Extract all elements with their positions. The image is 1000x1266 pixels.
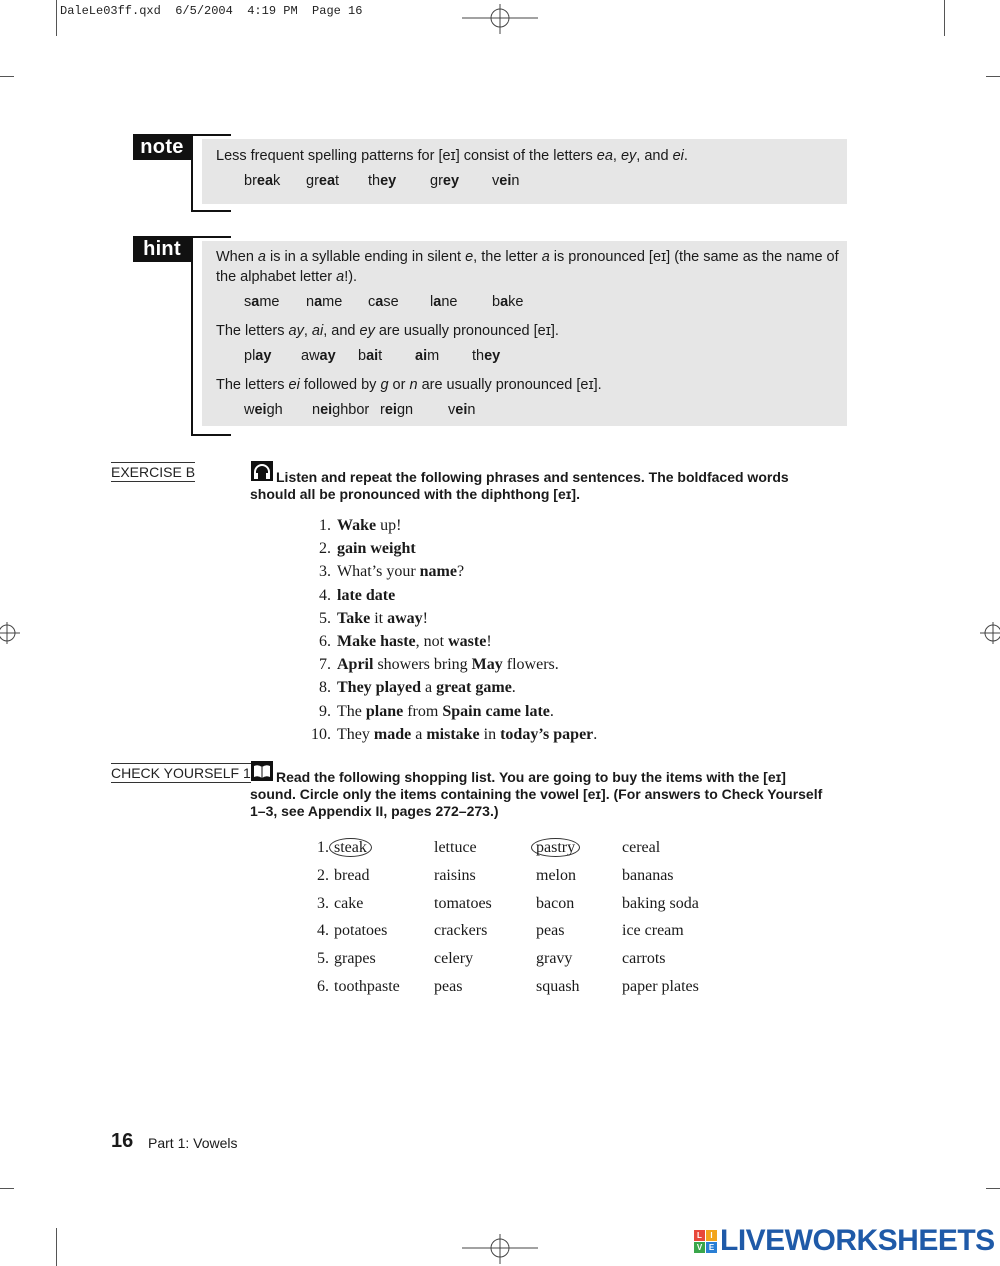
text-run: showers bring	[373, 656, 472, 674]
italic-term: a	[336, 269, 345, 285]
crop-mark	[0, 1188, 14, 1189]
note-intro	[216, 146, 847, 166]
registration-mark-icon	[980, 618, 1000, 648]
item-text: squash	[536, 978, 580, 995]
text-run: it	[370, 609, 388, 627]
circled-item: pastry	[531, 838, 580, 857]
text-run: .	[683, 148, 688, 164]
item-number: 6.	[319, 633, 331, 650]
word-vowel-spelling: a	[433, 294, 442, 310]
word-vowel-spelling: a	[375, 294, 384, 310]
text-run: is in a syllable ending in silent	[266, 249, 466, 265]
italic-term: ei	[288, 377, 300, 393]
item-text: gravy	[536, 950, 573, 968]
exercise-b-item	[305, 609, 428, 629]
word-part: b	[492, 294, 501, 310]
text-run: , not	[415, 633, 449, 650]
italic-term: ei	[672, 148, 684, 164]
word-part: ghbor	[332, 402, 370, 418]
exercise-b-label: EXERCISE B	[111, 464, 196, 480]
crop-mark	[986, 76, 1000, 77]
word-vowel-spelling: ai	[366, 348, 379, 364]
text-run: in	[479, 725, 501, 743]
item-number: 10.	[311, 725, 331, 743]
italic-term: ai	[311, 323, 324, 339]
item-text: baking soda	[622, 894, 699, 912]
boldfaced-word: great game	[436, 679, 512, 697]
example-word	[312, 400, 380, 420]
text-run: or	[388, 377, 410, 393]
page-number: 16	[111, 1130, 134, 1152]
word-vowel-spelling: ei	[254, 402, 267, 418]
boldfaced-word: They played	[337, 679, 422, 697]
shopping-item	[622, 977, 699, 997]
text-run: .	[593, 725, 598, 743]
item-text: potatoes	[334, 922, 388, 940]
italic-term: ea	[596, 148, 613, 164]
text-run: .	[549, 702, 554, 720]
word-part: v	[448, 402, 456, 418]
item-text: raisins	[434, 866, 476, 884]
shopping-item	[536, 977, 580, 997]
shopping-item	[622, 949, 666, 969]
logo-tile: I	[706, 1230, 717, 1241]
item-text: crackers	[434, 922, 488, 940]
boldfaced-word: Spain came late	[442, 702, 550, 720]
word-vowel-spelling: ei	[384, 402, 397, 418]
italic-term: n	[409, 377, 418, 393]
boldfaced-word: April	[337, 656, 374, 674]
example-word	[368, 292, 430, 312]
word-part: v	[492, 173, 500, 189]
word-part: m	[427, 348, 440, 364]
text-run: .	[511, 679, 516, 697]
italic-term: g	[380, 377, 389, 393]
shopping-item	[536, 921, 564, 941]
registration-mark-icon	[462, 1234, 538, 1264]
word-part: w	[244, 402, 255, 418]
shopping-item	[334, 894, 363, 914]
shopping-row-number: 1.	[317, 839, 329, 856]
text-run: are usually pronounced [eɪ].	[417, 377, 602, 393]
hint-paragraph-1	[216, 247, 839, 287]
word-part: se	[383, 294, 399, 310]
example-word	[430, 292, 492, 312]
item-text: cake	[334, 894, 364, 912]
boldfaced-word: May	[471, 656, 503, 674]
exercise-b-item	[305, 586, 395, 606]
example-word	[358, 346, 415, 366]
shopping-item	[622, 921, 684, 941]
text-run: ,	[612, 148, 621, 164]
text-run: are usually pronounced [eɪ].	[374, 323, 559, 339]
shopping-item	[622, 866, 674, 886]
word-vowel-spelling: ai	[415, 348, 428, 364]
item-text: celery	[434, 950, 474, 968]
word-vowel-spelling: a	[251, 294, 260, 310]
logo-tile: V	[694, 1242, 705, 1253]
item-number: 9.	[319, 702, 331, 720]
item-text: cereal	[622, 839, 661, 856]
example-word	[492, 292, 554, 312]
example-word	[306, 171, 368, 191]
item-number: 2.	[319, 540, 331, 558]
word-part: l	[430, 294, 434, 310]
registration-mark-icon	[0, 618, 20, 648]
exercise-b-item	[305, 516, 401, 536]
shopping-item	[334, 921, 387, 941]
italic-term: ey	[359, 323, 375, 339]
check-yourself-label: CHECK YOURSELF 1	[111, 765, 251, 781]
word-part: me	[259, 294, 280, 310]
item-text: carrots	[622, 950, 666, 968]
word-part: c	[368, 294, 376, 310]
example-word	[492, 171, 554, 191]
item-number: 3.	[319, 563, 331, 581]
boldfaced-word: name	[419, 563, 457, 581]
word-vowel-spelling: a	[314, 294, 323, 310]
item-number: 7.	[319, 656, 331, 674]
item-text: melon	[536, 866, 576, 884]
word-part: r	[380, 402, 385, 418]
word-vowel-spelling: ey	[442, 173, 460, 189]
crop-mark	[944, 0, 945, 36]
logo-tile: L	[694, 1230, 705, 1241]
text-run: The letters	[216, 377, 289, 393]
word-vowel-spelling: ey	[380, 173, 397, 189]
text-run: ?	[456, 563, 465, 581]
crop-mark	[56, 0, 57, 36]
liveworksheets-logo	[694, 1224, 995, 1258]
hint-tab: hint	[133, 236, 191, 262]
word-part: n	[511, 173, 520, 189]
hint-box	[202, 241, 847, 426]
example-word	[244, 171, 306, 191]
shopping-item	[434, 977, 462, 997]
word-vowel-spelling: ei	[499, 173, 512, 189]
boldfaced-word: Make haste	[337, 633, 416, 650]
hint-word-list-2	[244, 346, 839, 366]
example-word	[244, 292, 306, 312]
boldfaced-word: late date	[337, 586, 396, 604]
boldfaced-word: waste	[448, 633, 487, 650]
word-vowel-spelling: a	[500, 294, 509, 310]
boldfaced-word: plane	[365, 702, 404, 720]
example-word	[472, 346, 529, 366]
example-word	[415, 346, 472, 366]
word-vowel-spelling: ea	[256, 173, 274, 189]
boldfaced-word: gain weight	[337, 540, 416, 558]
item-text: bacon	[536, 894, 575, 912]
word-part: n	[306, 294, 315, 310]
registration-mark-icon	[462, 4, 538, 34]
word-part: th	[472, 348, 485, 364]
italic-term: a	[541, 249, 550, 265]
exercise-b-item	[305, 725, 597, 745]
shopping-row-number: 5.	[317, 950, 329, 968]
item-number: 8.	[319, 679, 331, 697]
word-vowel-spelling: ay	[319, 348, 336, 364]
word-part: me	[322, 294, 343, 310]
italic-term: a	[257, 249, 266, 265]
shopping-row-number: 6.	[317, 978, 329, 995]
example-word	[380, 400, 448, 420]
hint-word-list-3	[244, 400, 839, 420]
shopping-row-number: 4.	[317, 922, 329, 940]
example-word	[430, 171, 492, 191]
italic-term: ay	[288, 323, 304, 339]
text-run: When	[216, 249, 258, 265]
text-run: , and	[323, 323, 360, 339]
word-part: aw	[301, 348, 320, 364]
word-part: br	[244, 173, 257, 189]
shopping-row-number: 3.	[317, 894, 329, 912]
shopping-item	[334, 838, 372, 858]
item-text: bananas	[622, 866, 674, 884]
exercise-b-item	[305, 655, 559, 675]
text-run: followed by	[299, 377, 381, 393]
boldfaced-word: today’s paper	[500, 725, 594, 743]
item-number: 5.	[319, 609, 331, 627]
text-run: flowers.	[502, 656, 559, 674]
word-part: b	[358, 348, 367, 364]
word-part: ke	[508, 294, 524, 310]
item-text: peas	[434, 978, 463, 995]
check-yourself-instruction-line-1: Read the following shopping list. You are going to buy the items with the [eɪ]	[276, 769, 786, 785]
exercise-b-item	[305, 678, 516, 698]
exercise-b-instructions	[250, 469, 840, 503]
shopping-row-number: 2.	[317, 866, 329, 884]
check-yourself-instruction-line-3: 1–3, see Appendix II, pages 272–273.)	[250, 803, 499, 819]
text-run: They	[337, 725, 374, 743]
italic-term: ey	[620, 148, 637, 164]
text-run: is pronounced [eɪ] (the same as the name of the alphabet letter	[216, 249, 839, 285]
word-part: gh	[266, 402, 283, 418]
note-tab: note	[133, 134, 191, 160]
item-text: paper plates	[622, 978, 699, 995]
word-part: ne	[441, 294, 458, 310]
word-vowel-spelling: ea	[318, 173, 336, 189]
text-run: Less frequent spelling patterns for [eɪ] consist of the letters	[216, 148, 597, 164]
note-box	[202, 139, 847, 204]
text-run: from	[403, 702, 443, 720]
boldfaced-word: away	[387, 609, 423, 627]
word-vowel-spelling: ei	[320, 402, 333, 418]
crop-mark	[56, 1228, 57, 1266]
item-number: 1.	[319, 517, 331, 534]
hint-paragraph-3	[216, 375, 839, 395]
word-part: t	[335, 173, 340, 189]
word-part: t	[378, 348, 383, 364]
hint-word-list-1	[244, 292, 839, 312]
example-word	[368, 171, 430, 191]
exercise-b-item	[305, 539, 416, 559]
item-text: ice cream	[622, 922, 684, 940]
word-vowel-spelling: ei	[455, 402, 468, 418]
item-text: toothpaste	[334, 978, 400, 995]
example-word	[448, 400, 516, 420]
shopping-item	[434, 949, 473, 969]
check-yourself-instructions	[250, 769, 840, 820]
item-text: tomatoes	[434, 894, 492, 912]
shopping-item	[434, 838, 477, 858]
text-run: !	[486, 633, 492, 650]
example-word	[244, 400, 312, 420]
exercise-b-item	[305, 632, 492, 652]
print-slug: DaleLe03ff.qxd 6/5/2004 4:19 PM Page 16	[60, 4, 363, 18]
shopping-item	[536, 894, 574, 914]
text-run: What’s your	[337, 563, 420, 581]
text-run: !).	[344, 269, 358, 285]
item-text: lettuce	[434, 839, 477, 856]
item-text: bread	[334, 866, 370, 884]
text-run: a	[421, 679, 437, 697]
shopping-item	[434, 866, 476, 886]
item-text: grapes	[334, 950, 376, 968]
word-part: k	[273, 173, 281, 189]
shopping-item	[434, 894, 492, 914]
shopping-item	[536, 838, 580, 858]
running-footer: Part 1: Vowels	[148, 1135, 238, 1151]
boldfaced-word: mistake	[426, 725, 480, 743]
shopping-item	[622, 838, 660, 858]
logo-tile: E	[706, 1242, 717, 1253]
item-number: 4.	[319, 586, 331, 604]
word-part: s	[244, 294, 252, 310]
word-part: gr	[306, 173, 319, 189]
text-run: The letters	[216, 323, 289, 339]
shopping-item	[536, 866, 576, 886]
text-run: a	[411, 725, 427, 743]
shopping-item	[622, 894, 699, 914]
word-vowel-spelling: ay	[255, 348, 272, 364]
liveworksheets-logo-icon	[694, 1230, 717, 1253]
word-part: th	[368, 173, 381, 189]
exercise-b-instruction-line-2: should all be pronounced with the diphthong [eɪ].	[250, 486, 580, 502]
example-word	[244, 346, 301, 366]
item-text: peas	[536, 922, 565, 940]
liveworksheets-wordmark: LIVEWORKSHEETS	[720, 1224, 995, 1257]
word-part: gr	[430, 173, 443, 189]
word-part: pl	[244, 348, 256, 364]
shopping-item	[434, 921, 487, 941]
text-run: , the letter	[473, 249, 542, 265]
text-run: , and	[636, 148, 673, 164]
boldfaced-word: made	[373, 725, 412, 743]
shopping-item	[334, 866, 370, 886]
exercise-b-item	[305, 702, 554, 722]
boldfaced-word: Take	[337, 609, 371, 627]
hint-paragraph-2	[216, 321, 839, 341]
note-word-list	[244, 171, 847, 191]
check-yourself-instruction-line-2: sound. Circle only the items containing the vowel [eɪ]. (For answers to Check Yourself	[250, 786, 823, 802]
word-vowel-spelling: ey	[484, 348, 501, 364]
exercise-b-instruction-line-1: Listen and repeat the following phrases and sentences. The boldfaced words	[276, 469, 789, 485]
crop-mark	[0, 76, 14, 77]
exercise-b-item	[305, 562, 464, 582]
shopping-item	[334, 949, 376, 969]
text-run: ,	[303, 323, 312, 339]
word-part: n	[467, 402, 476, 418]
word-part: gn	[396, 402, 414, 418]
crop-mark	[986, 1188, 1000, 1189]
shopping-item	[536, 949, 572, 969]
text-run: up!	[376, 517, 402, 534]
italic-term: e	[465, 249, 474, 265]
boldfaced-word: Wake	[337, 517, 377, 534]
example-word	[306, 292, 368, 312]
example-word	[301, 346, 358, 366]
shopping-item	[334, 977, 400, 997]
word-part: n	[312, 402, 321, 418]
text-run: The	[337, 702, 366, 720]
circled-item: steak	[329, 838, 372, 857]
text-run: !	[422, 609, 428, 627]
